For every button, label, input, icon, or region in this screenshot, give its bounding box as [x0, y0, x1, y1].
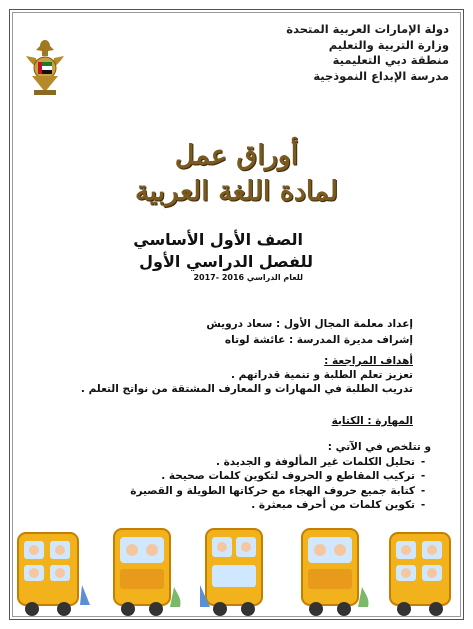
list-item [71, 498, 431, 513]
list-item [71, 455, 431, 470]
school-bus-icon [384, 525, 464, 620]
list-item [71, 469, 431, 484]
list-item-text: كتابة جميع حروف الهجاء مع حركاتها الطويلة و القصيرة [130, 484, 415, 497]
supervised-by: إشراف مديرة المدرسة : عائشة لوتاه [224, 334, 413, 346]
school-bus-icon [296, 525, 376, 620]
header-line: دولة الإمارات العربية المتحدة [286, 22, 449, 36]
goals-section [73, 354, 413, 396]
header-line: وزارة التربية والتعليم [328, 37, 449, 52]
list-dash: - [420, 484, 426, 497]
list-dash: - [420, 499, 426, 511]
summary-intro: و تتلخص في الآتي : [327, 441, 431, 453]
title-line-2: لمادة اللغة العربية [135, 176, 338, 207]
list-item-text: تحليل الكلمات غير المألوفة و الجديدة . [215, 455, 415, 468]
list-dash: - [420, 470, 426, 482]
grade-label: الصف الأول الأساسي [133, 230, 303, 249]
goals-heading: أهداف المراجعة : [324, 355, 413, 367]
list-item-text: تكوين كلمات من أحرف مبعثرة . [251, 499, 415, 511]
school-bus-icon [108, 525, 188, 620]
goal-item: تعزيز تعلم الطلبة و تنمية قدراتهم . [230, 369, 413, 381]
summary-list [71, 440, 431, 513]
school-bus-icon [200, 525, 280, 620]
year-label: للعام الدراسي 2016 -2017 [193, 273, 303, 282]
school-bus-icon [14, 525, 94, 620]
prepared-by: إعداد معلمة المجال الأول : سعاد درويش [206, 318, 413, 330]
uae-emblem-icon [22, 36, 68, 98]
list-dash: - [420, 455, 426, 468]
title-line-1: أوراق عمل [174, 140, 299, 171]
goal-item: تدريب الطلبة في المهارات و المعارف المشتقة من نواتج التعلم . [80, 383, 413, 395]
semester-label: للفصل الدراسي الأول [139, 252, 313, 271]
school-header [239, 22, 449, 84]
list-item-text: تركيب المقاطع و الحروف لتكوين كلمات صحيحة . [161, 470, 415, 482]
list-item [71, 484, 431, 499]
skill-heading: المهارة : الكتابة [331, 415, 413, 427]
header-line: منطقة دبي التعليمية [332, 53, 449, 67]
header-line: مدرسة الإبداع النموذجية [313, 68, 449, 83]
